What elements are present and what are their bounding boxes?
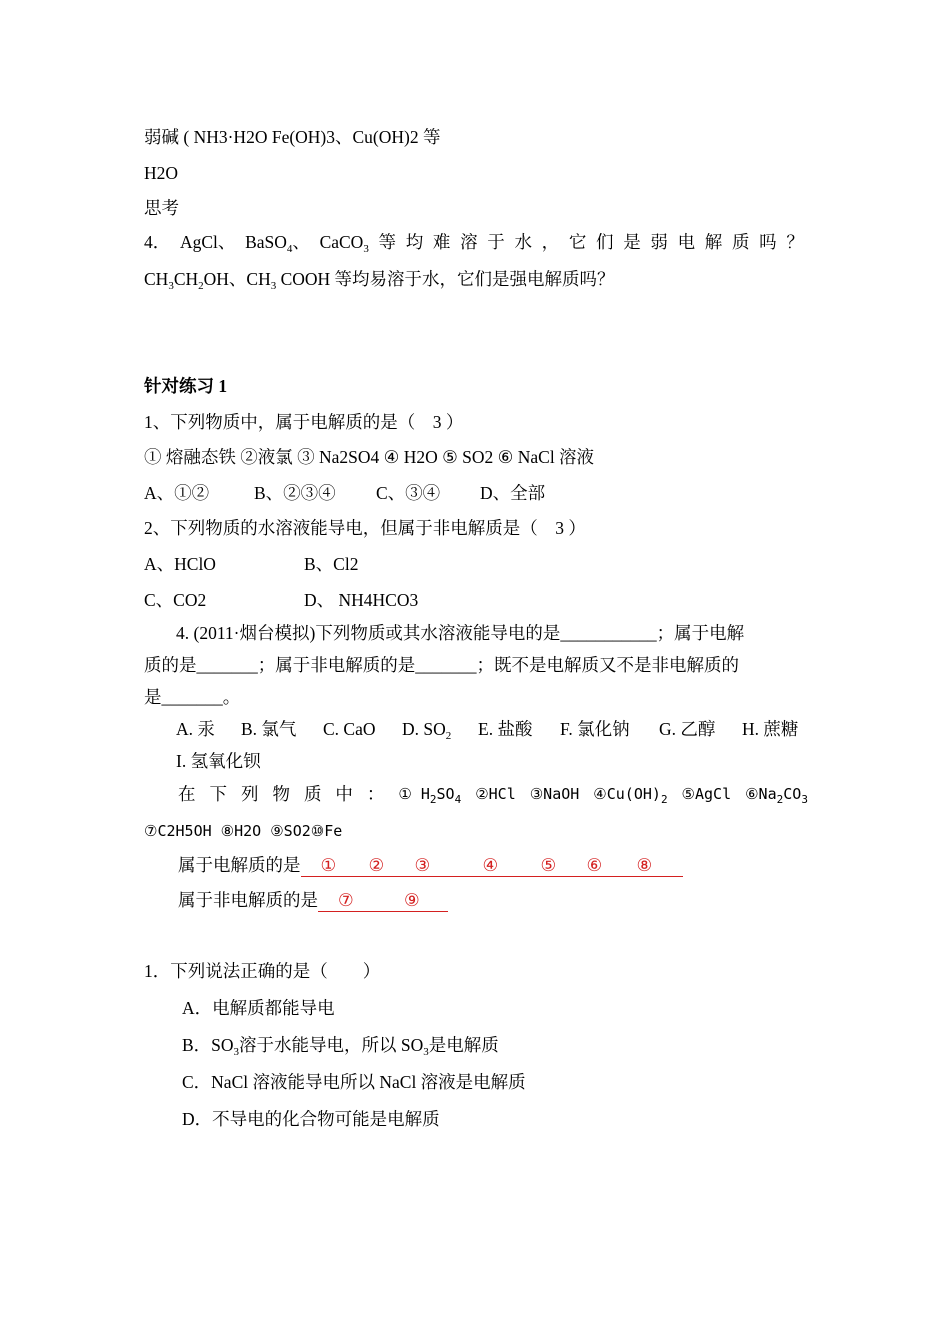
q2-option-b: B、Cl2 [304,554,359,574]
q4-stem-line1: 4. (2011·烟台模拟)下列物质或其水溶液能导电的是___________；属于电解 [176,623,745,643]
q1-option-b: B、②③④ [254,483,336,503]
mcq-stem: 1．下列说法正确的是（ ） [144,961,381,981]
mcq-option-a: A．电解质都能导电 [182,998,335,1018]
non-electrolyte-label: 属于非电解质的是 [178,890,318,910]
electrolyte-answers: ① ② ③ ④ ⑤ ⑥ ⑧ [301,854,683,877]
q1-option-c: C、③④ [376,483,441,503]
q1-options [144,482,545,504]
q4-think-line1: 4． AgCl、 BaSO$_4$、 CaCO$_3$ 等 均 难 溶 于 水 ， 它 们 是 弱 电 解 质 吗 ？ [144,232,804,255]
non-electrolyte-answers: ⑦ ⑨ [318,889,448,912]
water-line: H2O [144,163,179,183]
q5-stem-line2: ⑦C2H5OH ⑧H2O ⑨SO2⑩Fe [144,822,343,840]
q4-think-line2: $CH_3CH_2OH$、$CH_3$ COOH 等均易溶于水，它们是强电解质吗？ [144,269,615,292]
q1-option-a: A、①② [144,483,210,503]
q2-options-row1 [144,553,358,575]
q5-electrolyte-line [178,854,683,877]
mcq-option-d: D．不导电的化合物可能是电解质 [182,1109,440,1129]
q5-stem-line1: 在 下 列 物 质 中 ： ① $H_2SO_4$ ②HCl ③NaOH $④Cu(OH)_2$ ⑤AgCl $⑥Na_2CO_3$ [178,784,808,806]
mcq-option-c: C．NaCl 溶液能导电所以 NaCl 溶液是电解质 [182,1072,526,1092]
q2-option-c: C、CO2 [144,590,207,610]
q4-choices: A. 汞 B. 氯气 C. CaO D. $SO_2$ E. 盐酸 F. 氯化钠 G. 乙醇 H. 蔗糖 [176,719,799,742]
practice-heading: 针对练习 1 [144,376,228,396]
q4-stem-line3: 是_______。 [144,687,241,707]
q1-option-d: D、全部 [480,483,546,503]
weak-base-line: 弱碱 ( NH3·H2O Fe(OH)3、Cu(OH)2 等 [144,127,441,147]
q2-option-d: D、 NH4HCO3 [304,590,419,610]
q1-stem: 1、下列物质中，属于电解质的是（ 3 ） [144,412,464,432]
q4-stem-line2: 质的是_______；属于非电解质的是_______；既不是电解质又不是非电解质的 [144,655,739,675]
q1-items: ① 熔融态铁 ②液氯 ③ Na2SO4 ④ H2O ⑤ SO2 ⑥ NaCl 溶液 [144,447,595,467]
electrolyte-label: 属于电解质的是 [178,855,301,875]
q2-stem: 2、下列物质的水溶液能导电，但属于非电解质是（ 3 ） [144,518,586,538]
mcq-option-b: B．$SO_3$溶于水能导电，所以 $SO_3$是电解质 [182,1035,499,1058]
q2-options-row2 [144,589,418,611]
q5-non-electrolyte-line [178,889,448,912]
think-label: 思考 [144,198,179,218]
q4-choice-i: I. 氢氧化钡 [176,751,261,771]
q2-option-a: A、HClO [144,554,216,574]
